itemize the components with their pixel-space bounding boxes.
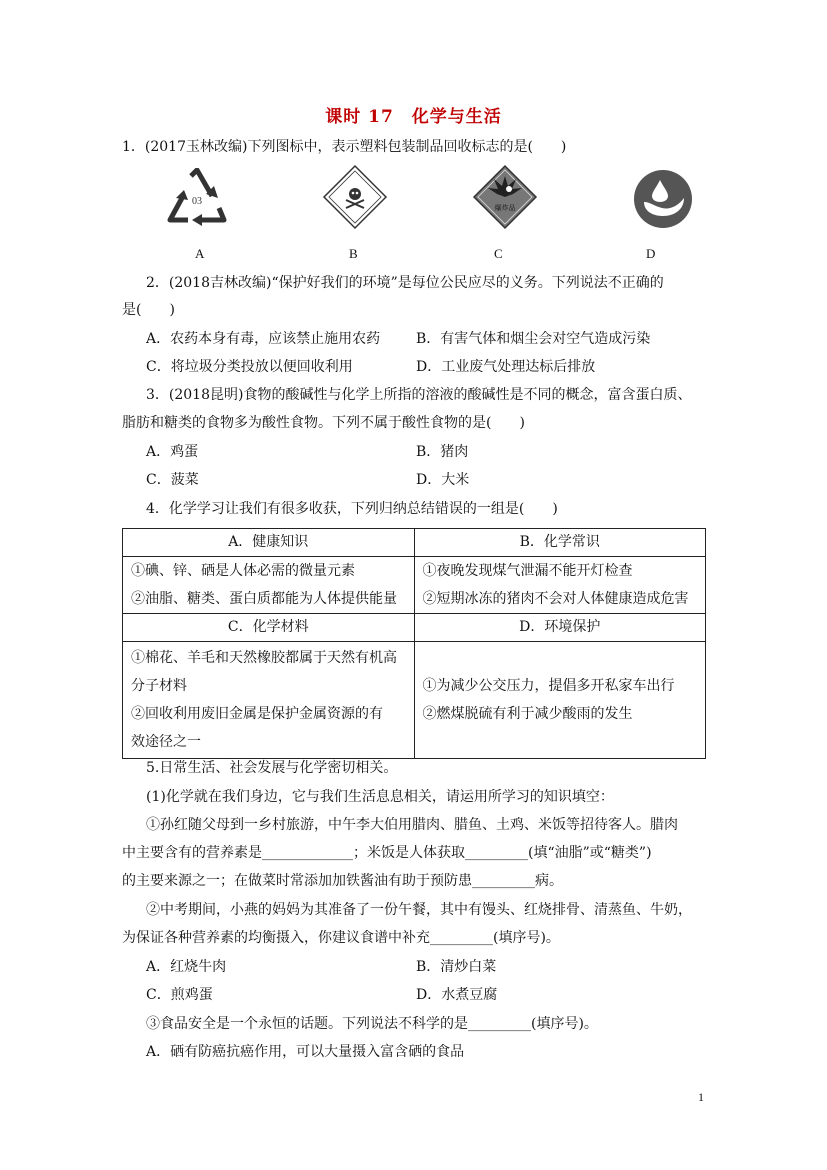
table-cell-a [123,557,415,614]
recycle-icon [162,168,232,228]
q2-stem-2: 是( ) [122,302,175,318]
explosive-sign-icon [472,164,538,230]
table-cell-c [123,642,415,759]
q1-option-b: B [349,246,358,261]
q3-stem-2: 脂肪和糖类的食物多为酸性食物。下列不属于酸性食物的是( ) [122,415,525,431]
q3-option-b: B．猪肉 [416,444,469,460]
explosive-label: 爆炸品 [494,204,516,212]
q3-option-a: A．鸡蛋 [146,444,199,460]
q5-line-8: A．硒有防癌抗癌作用，可以大量摄入富含硒的食品 [146,1044,465,1060]
q5-line-3: 中主要含有的营养素是_____________；米饭是人体获取_________(填“油脂”或“糖类”) [122,845,652,861]
table-cell-d [414,642,706,759]
table-b-item-2: ②短期冰冻的猪肉不会对人体健康造成危害 [422,591,689,607]
table-c-item-2a: ②回收利用废旧金属是保护金属资源的有 [131,706,383,722]
water-saving-icon [632,168,694,230]
q5-line-4: 的主要来源之一；在做菜时常添加加铁酱油有助于预防患_________病。 [122,873,563,889]
q2-option-b: B．有害气体和烟尘会对空气造成污染 [416,331,651,347]
q5-option-d: D．水煮豆腐 [416,987,498,1003]
page-number: 1 [698,1090,704,1104]
q2-option-d: D．工业废气处理达标后排放 [416,359,596,375]
q5-option-a: A．红烧牛肉 [146,959,227,975]
table-d-item-1: ①为减少公交压力，提倡多开私家车出行 [422,678,675,694]
q3-option-c: C．菠菜 [146,472,199,488]
table-c-item-1b: 分子材料 [131,678,187,694]
q5-line-5: ②中考期间，小燕的妈妈为其准备了一份午餐，其中有馒头、红烧排骨、清蒸鱼、牛奶， [146,902,692,918]
table-c-item-1a: ①棉花、羊毛和天然橡胶都属于天然有机高 [131,650,397,666]
table-head-d: D．环境保护 [414,614,706,642]
q2-option-c: C．将垃圾分类投放以便回收利用 [146,359,353,375]
q5-line-7: ③食品安全是一个永恒的话题。下列说法不科学的是_________(填序号)。 [146,1016,598,1032]
q5-stem: 5.日常生活、社会发展与化学密切相关。 [146,760,398,776]
table-d-item-2: ②燃煤脱硫有利于减少酸雨的发生 [422,706,633,722]
q2-option-a: A．农药本身有毒，应该禁止施用农药 [146,331,381,347]
table-head-a: A．健康知识 [123,529,415,557]
q1-option-c: C [494,246,503,261]
q3-option-d: D．大米 [416,472,470,488]
table-a-item-1: ①碘、锌、硒是人体必需的微量元素 [131,563,355,579]
q1-stem: 1．(2017玉林改编)下列图标中，表示塑料包装制品回收标志的是( ) [122,139,567,155]
table-head-c: C．化学材料 [123,614,415,642]
q2-stem-1: 2．(2018吉林改编)“保护好我们的环境”是每位公民应尽的义务。下列说法不正确的 [146,275,664,291]
q5-option-b: B．清炒白菜 [416,959,497,975]
table-c-item-2b: 效途径之一 [131,734,201,750]
toxic-sign-icon [322,164,388,230]
q5-part-1: (1)化学就在我们身边，它与我们生活息息相关，请运用所学习的知识填空： [146,789,614,805]
q4-stem: 4．化学学习让我们有很多收获，下列归纳总结错误的一组是( ) [146,501,558,517]
recycle-code: 03 [192,196,202,207]
q1-option-a: A [195,246,205,261]
q1-icon-row [0,168,827,268]
q1-option-d: D [646,246,656,261]
q5-line-2: ①孙红随父母到一乡村旅游，中午李大伯用腊肉、腊鱼、土鸡、米饭等招待客人。腊肉 [146,817,678,833]
q3-stem-1: 3．(2018昆明)食物的酸碱性与化学上所指的溶液的酸碱性是不同的概念，富含蛋白质、 [146,387,692,403]
table-a-item-2: ②油脂、糖类、蛋白质都能为人体提供能量 [131,591,397,607]
q4-table [122,528,706,759]
table-b-item-1: ①夜晚发现煤气泄漏不能开灯检查 [422,563,633,579]
q5-option-c: C．煎鸡蛋 [146,987,213,1003]
page-title: 课时 17 化学与生活 [325,107,502,127]
table-cell-b [414,557,706,614]
table-head-b: B．化学常识 [414,529,706,557]
q5-line-6: 为保证各种营养素的均衡摄入，你建议食谱中补充_________(填序号)。 [122,930,560,946]
